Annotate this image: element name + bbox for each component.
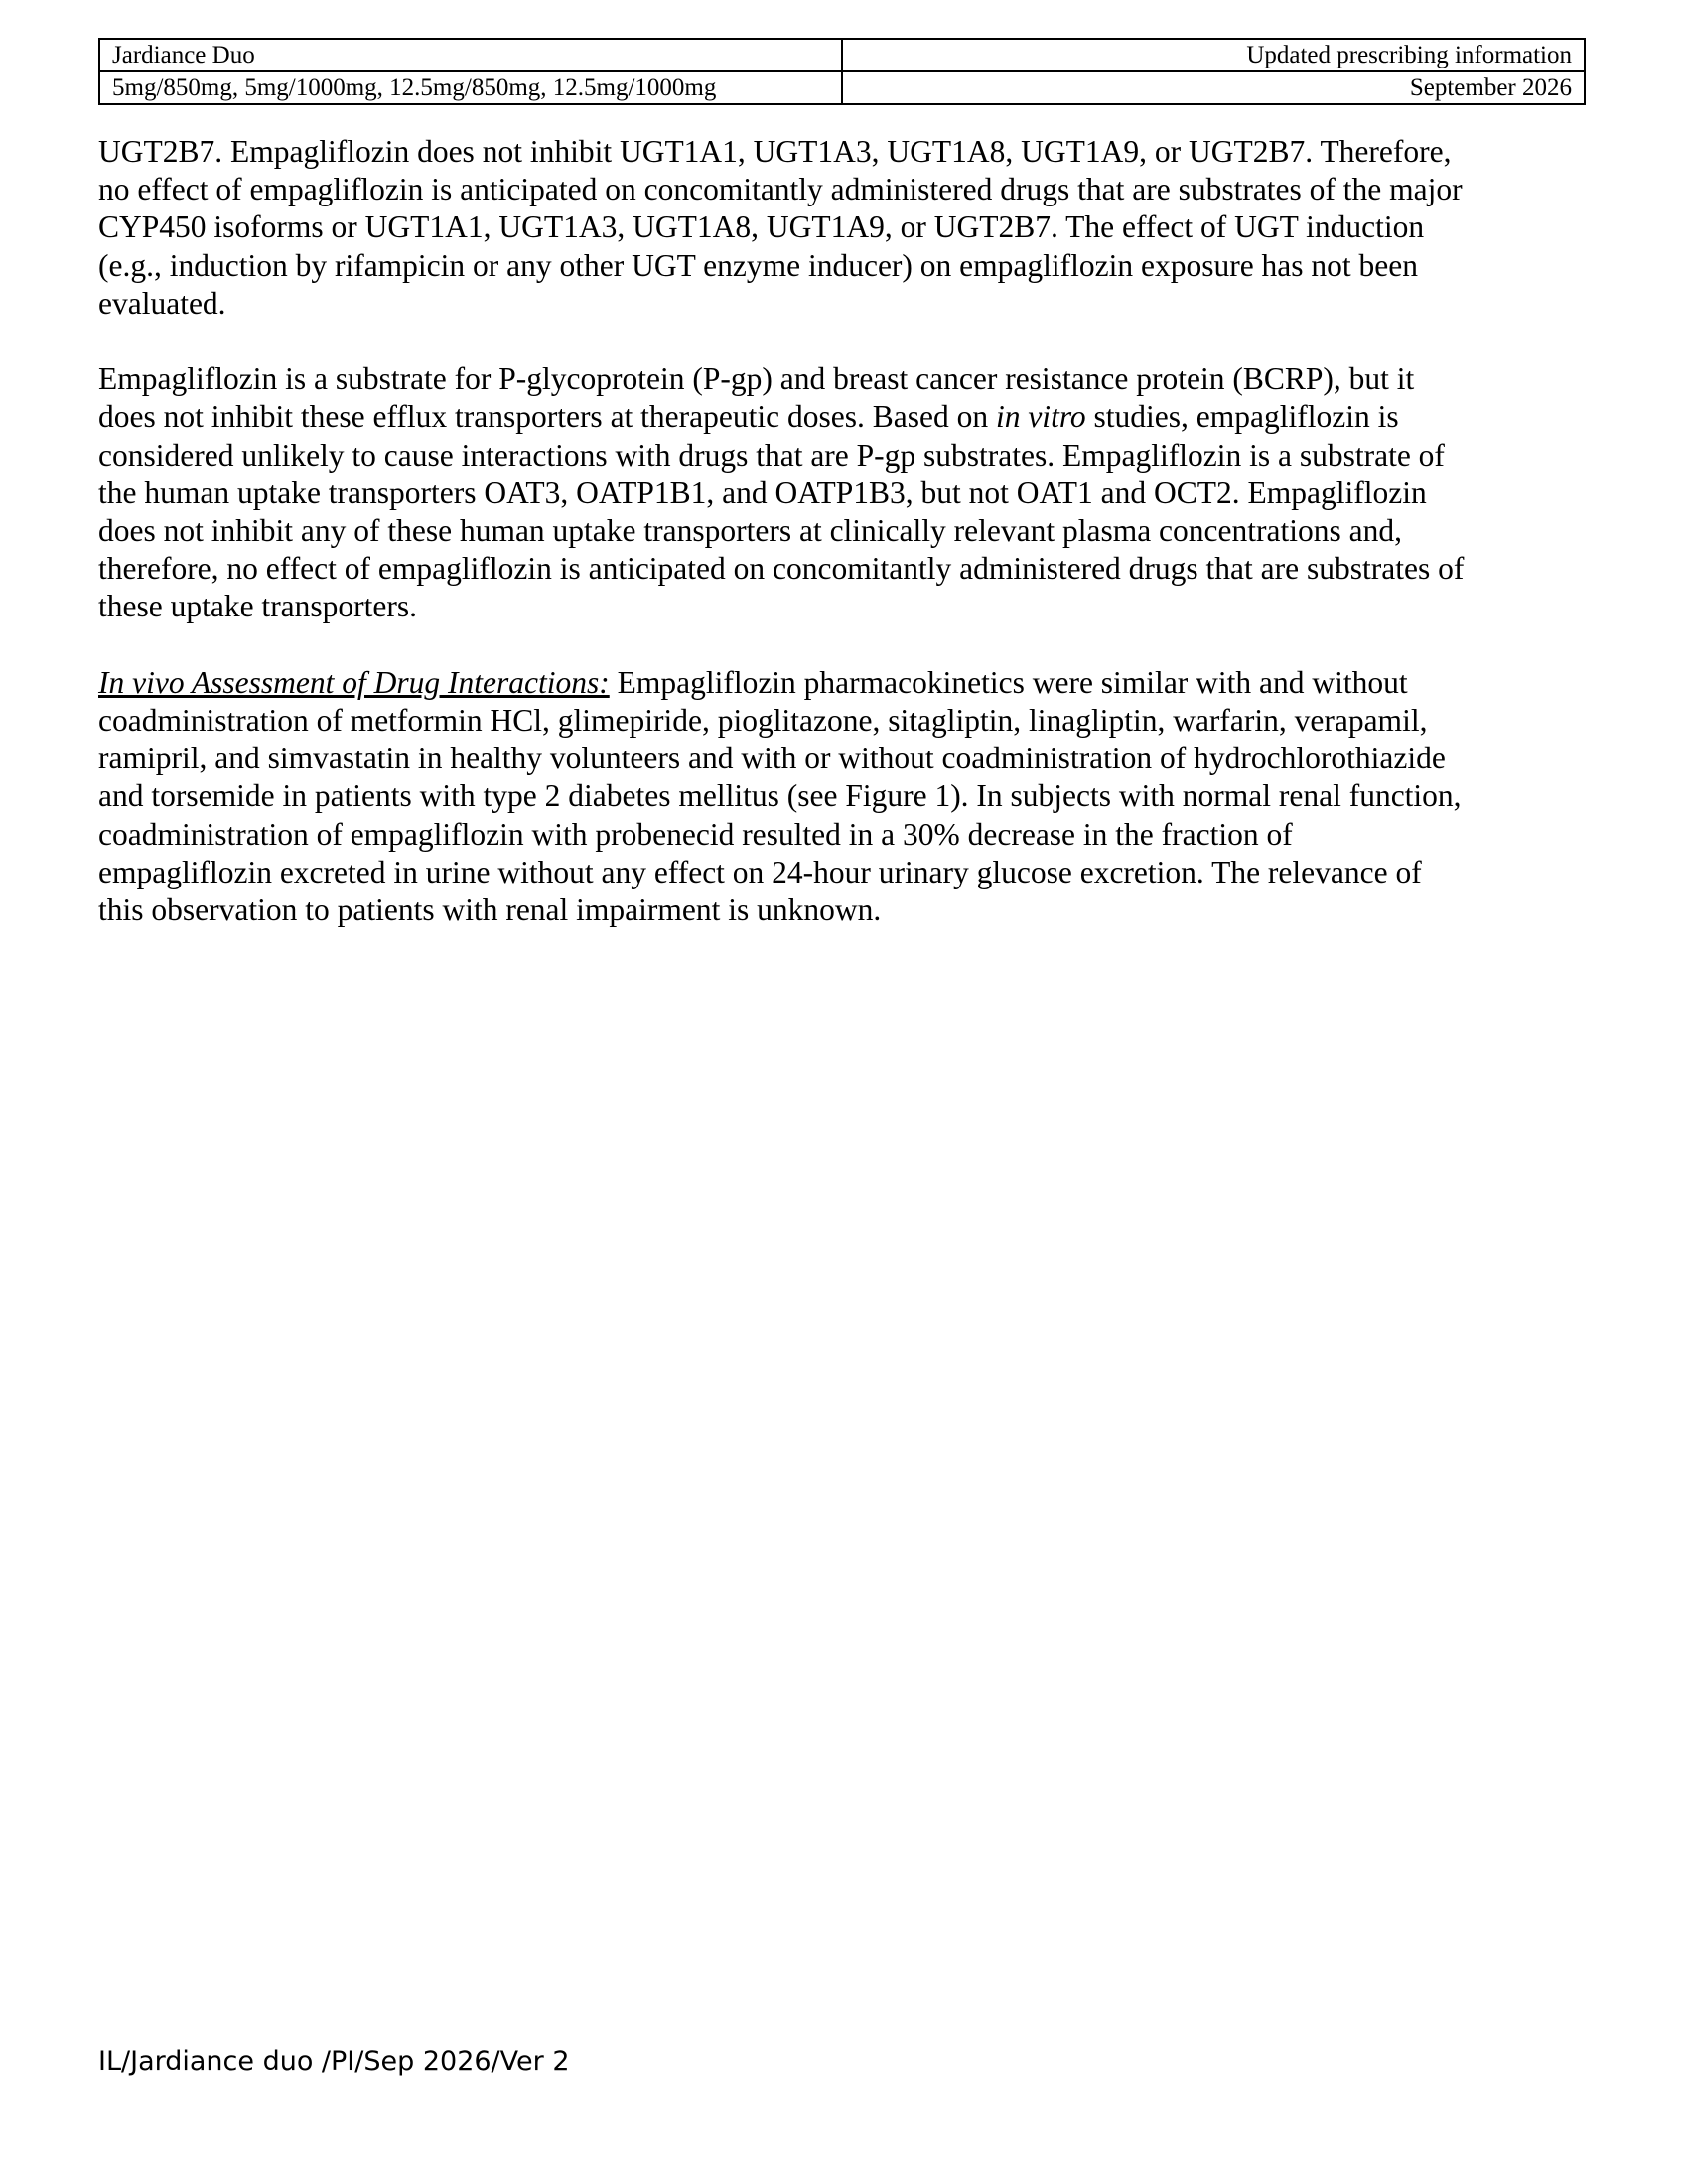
revision-date: September 2026 bbox=[842, 71, 1585, 104]
text-line: these uptake transporters. bbox=[98, 589, 418, 624]
paragraph-ugt-interactions bbox=[98, 133, 1588, 323]
document-type: Updated prescribing information bbox=[842, 39, 1585, 71]
text-line: (e.g., induction by rifampicin or any other UGT enzyme inducer) on empagliflozin exposure has not been bbox=[98, 247, 1419, 283]
text-line: empagliflozin excreted in urine without any effect on 24-hour urinary glucose excretion. The relevance of bbox=[98, 854, 1422, 889]
text-segment: studies, empagliflozin is bbox=[1085, 399, 1399, 435]
text-line: UGT2B7. Empagliflozin does not inhibit UGT1A1, UGT1A3, UGT1A8, UGT1A9, or UGT2B7. Therefore, bbox=[98, 134, 1452, 169]
header-row-2 bbox=[99, 71, 1585, 104]
text-line: ramipril, and simvastatin in healthy volunteers and with or without coadministration of hydrochlorothiazide bbox=[98, 741, 1446, 776]
paragraph-transporters bbox=[98, 360, 1588, 625]
header-row-1 bbox=[99, 39, 1585, 71]
text-line: coadministration of metformin HCl, glimepiride, pioglitazone, sitagliptin, linagliptin, warfarin, verapamil, bbox=[98, 703, 1428, 739]
document-body bbox=[98, 133, 1588, 967]
product-strengths: 5mg/850mg, 5mg/1000mg, 12.5mg/850mg, 12.5mg/1000mg bbox=[99, 71, 842, 104]
text-line: coadministration of empagliflozin with probenecid resulted in a 30% decrease in the fraction of bbox=[98, 816, 1293, 852]
text-line: and torsemide in patients with type 2 diabetes mellitus (see Figure 1). In subjects with normal renal function, bbox=[98, 778, 1462, 814]
text-line bbox=[98, 398, 1588, 436]
text-segment: Empagliflozin pharmacokinetics were similar with and without bbox=[609, 664, 1408, 700]
text-line: therefore, no effect of empagliflozin is anticipated on concomitantly administered drugs that are substrates of bbox=[98, 551, 1465, 587]
text-line: CYP450 isoforms or UGT1A1, UGT1A3, UGT1A8, UGT1A9, or UGT2B7. The effect of UGT induction bbox=[98, 209, 1425, 245]
text-line: does not inhibit any of these human uptake transporters at clinically relevant plasma concentrations and, bbox=[98, 513, 1402, 549]
product-name: Jardiance Duo bbox=[99, 39, 842, 71]
text-line: no effect of empagliflozin is anticipated on concomitantly administered drugs that are substrates of the major bbox=[98, 172, 1463, 207]
text-segment: does not inhibit these efflux transporters at therapeutic doses. Based on bbox=[98, 399, 996, 435]
paragraph-in-vivo-assessment bbox=[98, 664, 1588, 929]
page-footer: IL/Jardiance duo /PI/Sep 2026/Ver 2 bbox=[98, 2046, 570, 2077]
text-line bbox=[98, 664, 1588, 702]
text-line: Empagliflozin is a substrate for P-glycoprotein (P-gp) and breast cancer resistance protein (BCRP), but it bbox=[98, 361, 1415, 397]
text-line: evaluated. bbox=[98, 285, 226, 321]
section-heading-in-vivo: In vivo Assessment of Drug Interactions: bbox=[98, 664, 610, 700]
in-vitro-italic: in vitro bbox=[995, 399, 1086, 435]
text-line: the human uptake transporters OAT3, OATP1B1, and OATP1B3, but not OAT1 and OCT2. Empagliflozin bbox=[98, 475, 1427, 510]
document-header-table bbox=[98, 38, 1586, 105]
text-line: considered unlikely to cause interactions with drugs that are P-gp substrates. Empagliflozin is a substrate of bbox=[98, 437, 1445, 473]
text-line: this observation to patients with renal impairment is unknown. bbox=[98, 892, 882, 928]
